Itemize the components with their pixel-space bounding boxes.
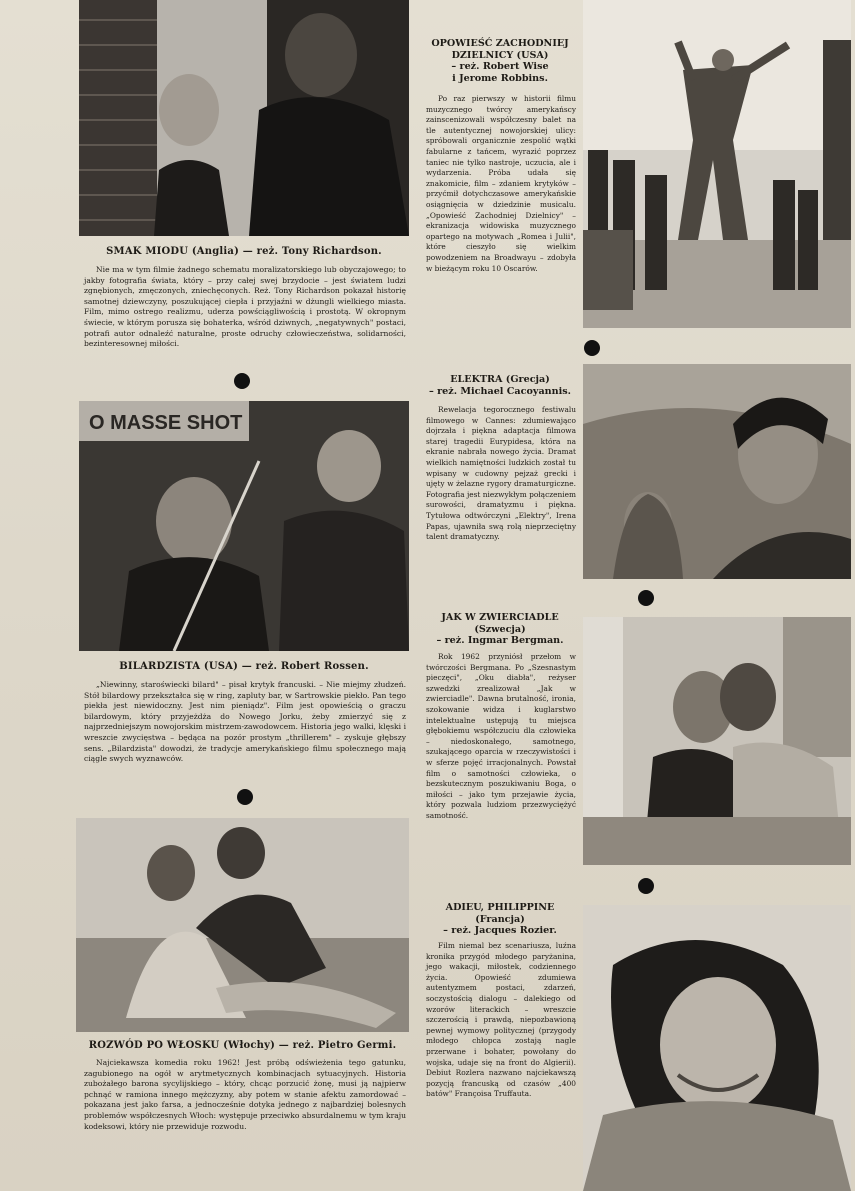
title-jak-w-zwierciadle [418,612,582,647]
bullet-dot [237,789,253,805]
text-rozwod-po-wlosku [84,1058,406,1132]
text-opowiesc [426,94,576,274]
director-line: – reż. Michael Cacoyannis. [428,385,572,397]
photo-jak-w-zwierciadle [583,617,851,865]
bullet-dot [638,590,654,606]
title-adieu-philippine [418,902,582,937]
photo-opowiesc [583,0,851,328]
title-line: ELEKTRA (Grecja) [450,374,550,385]
photo-smak-miodu [79,0,409,236]
svg-text:O MASSE SHOT: O MASSE SHOT [89,412,243,434]
title-line: (Francja) [475,913,525,925]
photo-rozwod-po-wlosku [76,818,409,1032]
title-opowiesc [418,38,582,84]
paragraph: Nie ma w tym filmie żadnego schematu moralizatorskiego lub obyczajowego; to jakby fotografia świata, który – przy całej swej brzydocie – jest światem ludzi zgnębionych, zmęczonych, zniechęconych. Reż. Tony Richardson pokazał historię samotnej dziewczyny, poszukującej ciepła i przyjaźni w dżungli wielkiego miasta. Film, mimo ostrego realizmu, uderza powściągliwością i prostotą. W okropnym świecie, w którym porusza się bohaterka, wśród dziwnych, „negatywnych" postaci, potrafi autor odnaleźć naturalne, proste odruchy człowieczeństwa, solidarności, bezinteresownej miłości. [84,265,406,349]
title-line: OPOWIEŚĆ ZACHODNIEJ [431,38,569,49]
paragraph: Film niemal bez scenariusza, luźna kronika przygód młodego paryżanina, jego wakacji, miłostek, codziennego życia. Opowieść zdumiewa autentyzmem postaci, zdarzeń, soczystością dialogu – dalekiego od wzorów literackich – wreszcie szczerością i prawdą, niepozbawioną pewnej wymowy politycznej (przygody młodego chłopca zostają nagle przerwane i bohater, powołany do wojska, udaje się na front do Algierii). Debiut Rozlera nazwano najciekawszą pozycją francuską od czasów „400 batów" Françoisa Truffauta. [426,941,576,1099]
title-elektra [418,374,582,397]
text-smak-miodu [84,265,406,350]
title-line: JAK W ZWIERCIADLE [441,612,559,623]
photo-elektra [583,364,851,579]
title-line: DZIELNICY (USA) [451,49,549,61]
paragraph: Rewelacja tegorocznego festiwalu filmowego w Cannes: zdumiewająco dojrzała i piękna adaptacja filmowa starej tragedii Eurypidesa, która na ekranie nabrała nowego życia. Dramat wielkich namiętności ludzkich został tu wpisany w cudowny pejzaż grecki i ujęty w żelazne rygory dramaturgiczne. Fotografia jest niezwykłym połączeniem surowości, dramatyzmu i piękna. Tytułowa odtwórczyni „Elektry", Irena Papas, ujawniła swą rolą nieprzeciętny talent dramatyczny. [426,405,576,542]
photo-bilardzista [79,401,409,651]
bullet-dot [584,340,600,356]
paragraph: Po raz pierwszy w historii filmu muzycznego twórcy amerykańscy zainscenizowali współczesny balet na tle autentycznej nowojorskiej ulicy: spróbowali organicznie zespolić wątki fabularne z tańcem, wyrazić poprzez taniec nie tylko nastroje, uczucia, ale i wydarzenia. Próba udała się znakomicie, film – zdaniem krytyków – przyćmił dotychczasowe amerykańskie osiągnięcia w dziedzinie musicalu. „Opowieść Zachodniej Dzielnicy" – ekranizacja widowiska muzycznego opartego na motywach „Romea i Julii", które cieszyło się wielkim powodzeniem na Broadwayu – zdobyła w bieżącym roku 10 Oscarów. [426,94,576,273]
director-line: – reż. Ingmar Bergman. [436,635,564,646]
text-jak-w-zwierciadle [426,652,576,822]
bullet-dot [234,373,250,389]
text-elektra [426,405,576,543]
text-bilardzista [84,680,406,765]
paragraph: Najciekawsza komedia roku 1962! Jest próbą odświeżenia tego gatunku, zagubionego na ogół w arytmetycznych kombinacjach sytuacyjnych. Historia zubożałego barona sycylijskiego – który, chcąc porzucić żonę, musi ją najpierw pchnąć w ramiona innego mężczyzny, aby potem w stanie afektu zamordować – pokazana jest jako farsa, a jednocześnie dotyka jednego z najbardziej bolesnych problemów współczesnych Włoch: występuje przeciwko absurdalnemu w tym kraju kodeksowi, który nie przewiduje rozwodu. [84,1058,406,1131]
paragraph: „Niewinny, staroświecki bilard" – pisał krytyk francuski. – Nie miejmy złudzeń. Stół bilardowy przekształca się w ring, zapluty bar, w Sartrowskie piekło. Pan tego piekła jest niewidoczny. Jest nim pieniądz". Film jest opowieścią o graczu bilardowym, który przyjeżdża do Nowego Jorku, żeby zmierzyć się z najprzedniejszym nowojorskim mistrzem-zawodowcem. Historia jego walki, klęski i wreszcie zwycięstwa – będąca na pozór prostym „thrillerem" – zyskuje głębszy sens. „Bilardzista" dowodzi, że tradycje amerykańskiego filmu społecznego mają ciągle swych wyznawców. [84,680,406,764]
paragraph: Rok 1962 przyniósł przełom w twórczości Bergmana. Po „Szesnastym pieczęci", „Oku diabła", reżyser szwedzki zrealizował „Jak w zwierciadle". Dawna brutalność, ironia, szokowanie widza i kuglarstwo intelektualne ustępują tu miejsca głębokiemu współczuciu dla człowieka – niedoskonałego, samotnego, szukającego oparcia w rzeczywistości i w sferze pojęć irracjonalnych. Powstał film o samotności człowieka, o bezskutecznym poszukiwaniu Boga, o miłości – jako tym przejawie życia, który pozwala ludziom przezwyciężyć samotność. [426,652,576,820]
director-line: – reż. Jacques Rozier. [443,925,557,936]
title-line: (Szwecja) [474,623,526,635]
caption-bilardzista: BILARDZISTA (USA) — reż. Robert Rossen. [119,661,369,672]
text-adieu-philippine [426,941,576,1100]
caption-rozwod-po-wlosku: ROZWÓD PO WŁOSKU (Włochy) — reż. Pietro Germi. [88,1040,397,1051]
title-line: ADIEU, PHILIPPINE [445,902,555,913]
bullet-dot [638,878,654,894]
director-line: i Jerome Robbins. [452,72,548,84]
caption-smak-miodu: SMAK MIODU (Anglia) — reż. Tony Richardson. [106,246,382,257]
photo-adieu-philippine [583,905,851,1191]
director-line: – reż. Robert Wise [451,61,549,72]
